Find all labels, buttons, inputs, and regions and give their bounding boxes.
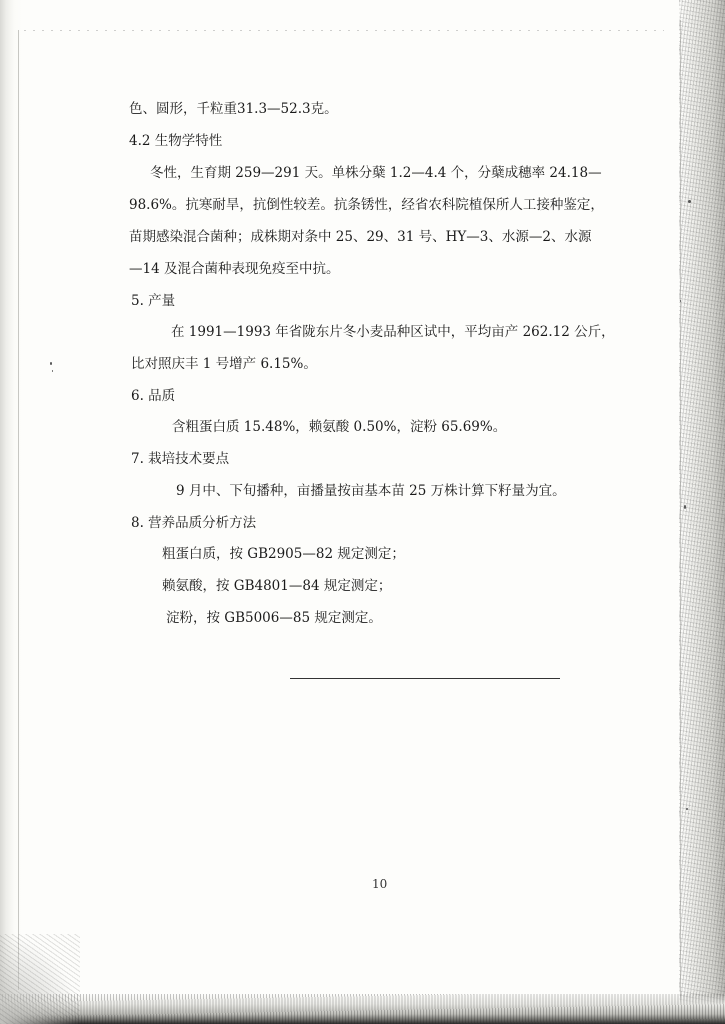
section-heading: 6. 品质 xyxy=(131,388,176,404)
scan-speck xyxy=(50,362,52,365)
scan-bottom-left-noise xyxy=(0,934,80,1024)
section-heading: 7. 栽培技术要点 xyxy=(131,451,230,467)
paragraph-line: —14 及混合菌种表现免疫至中抗。 xyxy=(129,261,340,277)
scan-bottom-shadow xyxy=(0,994,725,1024)
paragraph-line: 比对照庆丰 1 号增产 6.15%。 xyxy=(131,356,317,372)
scan-top-dotted-artifact xyxy=(24,30,664,31)
section-heading: 8. 营养品质分析方法 xyxy=(131,515,257,531)
paragraph-line: 冬性，生育期 259—291 天。单株分蘖 1.2—4.4 个，分蘖成穗率 24.18— xyxy=(150,165,602,181)
method-line: 赖氨酸，按 GB4801—84 规定测定； xyxy=(162,578,392,594)
scan-right-border-line xyxy=(680,20,681,1005)
scan-speck xyxy=(688,200,691,203)
paragraph-line: 在 1991—1993 年省陇东片冬小麦品种区试中，平均亩产 262.12 公斤， xyxy=(171,324,615,340)
scan-right-noise xyxy=(679,0,725,1024)
paragraph-line: 98.6%。抗寒耐旱，抗倒性较差。抗条锈性，经省农科院植保所人工接种鉴定， xyxy=(129,197,604,213)
paragraph-line: 苗期感染混合菌种；成株期对条中 25、29、31 号、HY—3、水源—2、水源 xyxy=(129,229,592,245)
scan-speck xyxy=(684,505,686,509)
section-heading: 4.2 生物学特性 xyxy=(129,133,223,149)
method-line: 淀粉，按 GB5006—85 规定测定。 xyxy=(166,610,382,626)
paragraph-line: 9 月中、下旬播种，亩播量按亩基本苗 25 万株计算下籽量为宜。 xyxy=(176,483,566,499)
method-line: 粗蛋白质，按 GB2905—82 规定测定； xyxy=(162,546,405,562)
paragraph-line: 含粗蛋白质 15.48%，赖氨酸 0.50%，淀粉 65.69%。 xyxy=(172,419,507,435)
end-divider-line xyxy=(290,678,560,679)
scan-speck xyxy=(680,300,681,302)
scan-left-binding-line xyxy=(18,30,19,990)
scan-speck xyxy=(52,370,53,372)
section-heading: 5. 产量 xyxy=(131,293,176,309)
page-number: 10 xyxy=(372,877,388,891)
text-line: 色、圆形，千粒重31.3—52.3克。 xyxy=(129,101,338,117)
scan-speck xyxy=(686,808,688,810)
